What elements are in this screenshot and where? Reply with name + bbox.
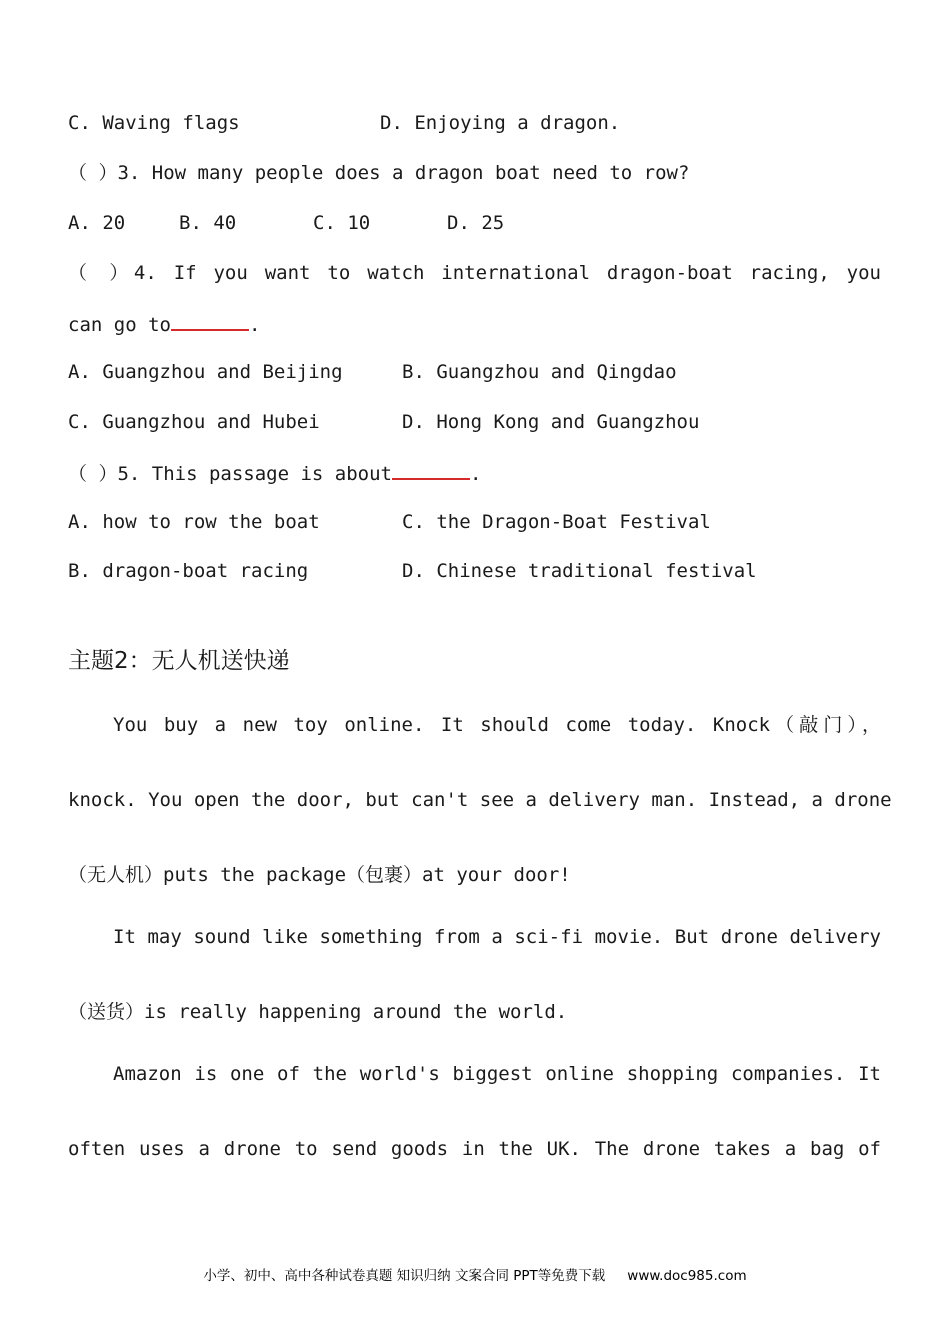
answer-blank[interactable] bbox=[392, 460, 470, 480]
option-c: C. 10 bbox=[313, 212, 371, 234]
passage-p1-line1: You buy a new toy online. It should come today. Knock（敲门）， bbox=[113, 714, 881, 736]
question-5 bbox=[68, 460, 481, 486]
period: . bbox=[470, 463, 482, 485]
question-4 bbox=[68, 261, 881, 285]
option-b: B. Guangzhou and Qingdao bbox=[402, 361, 677, 383]
option-c: C. Guangzhou and Hubei bbox=[68, 411, 320, 433]
topic-heading: 主题2：无人机送快递 bbox=[68, 648, 290, 674]
option-d: D. Chinese traditional festival bbox=[402, 560, 757, 582]
option-d: D. Hong Kong and Guangzhou bbox=[402, 411, 700, 433]
question-stem-cont: can go to bbox=[68, 314, 171, 336]
passage-p3-line1: Amazon is one of the world's biggest online shopping companies. It bbox=[113, 1063, 881, 1085]
option-b: B. 40 bbox=[179, 212, 237, 234]
question-stem: 4. If you want to watch international dragon-boat racing, you bbox=[133, 262, 881, 284]
passage-p1-line2: knock. You open the door, but can't see a delivery man. Instead, a drone bbox=[68, 789, 892, 811]
option-a: A. Guangzhou and Beijing bbox=[68, 361, 343, 383]
passage-p2-line2: （送货）is really happening around the world. bbox=[68, 1001, 568, 1023]
question-4-continued bbox=[68, 311, 260, 337]
page-footer bbox=[0, 1266, 950, 1286]
passage-p3-line2: often uses a drone to send goods in the UK. The drone takes a bag of bbox=[68, 1138, 881, 1160]
answer-paren[interactable]: （ ） bbox=[68, 463, 118, 485]
footer-text: 小学、初中、高中各种试卷真题 知识归纳 文案合同 PPT等免费下载 bbox=[203, 1268, 606, 1284]
footer-url[interactable]: www.doc985.com bbox=[627, 1268, 747, 1284]
option-a: A. 20 bbox=[68, 212, 126, 234]
answer-paren[interactable]: （ ） bbox=[68, 162, 118, 184]
answer-paren[interactable]: （ ） bbox=[68, 262, 134, 284]
answer-blank[interactable] bbox=[171, 311, 249, 331]
question-3 bbox=[68, 161, 689, 185]
question-stem: 3. How many people does a dragon boat need to row? bbox=[117, 162, 690, 184]
question-stem: 5. This passage is about bbox=[117, 463, 392, 485]
option-d: D. Enjoying a dragon. bbox=[380, 112, 621, 134]
option-c: C. the Dragon-Boat Festival bbox=[402, 511, 711, 533]
passage-p1-line3: （无人机）puts the package（包裹）at your door! bbox=[68, 864, 571, 886]
period: . bbox=[248, 314, 261, 336]
option-d: D. 25 bbox=[447, 212, 505, 234]
option-a: A. how to row the boat bbox=[68, 511, 320, 533]
option-c: C. Waving flags bbox=[68, 112, 240, 134]
option-b: B. dragon-boat racing bbox=[68, 560, 309, 582]
passage-p2-line1: It may sound like something from a sci-fi movie. But drone delivery bbox=[113, 926, 881, 948]
